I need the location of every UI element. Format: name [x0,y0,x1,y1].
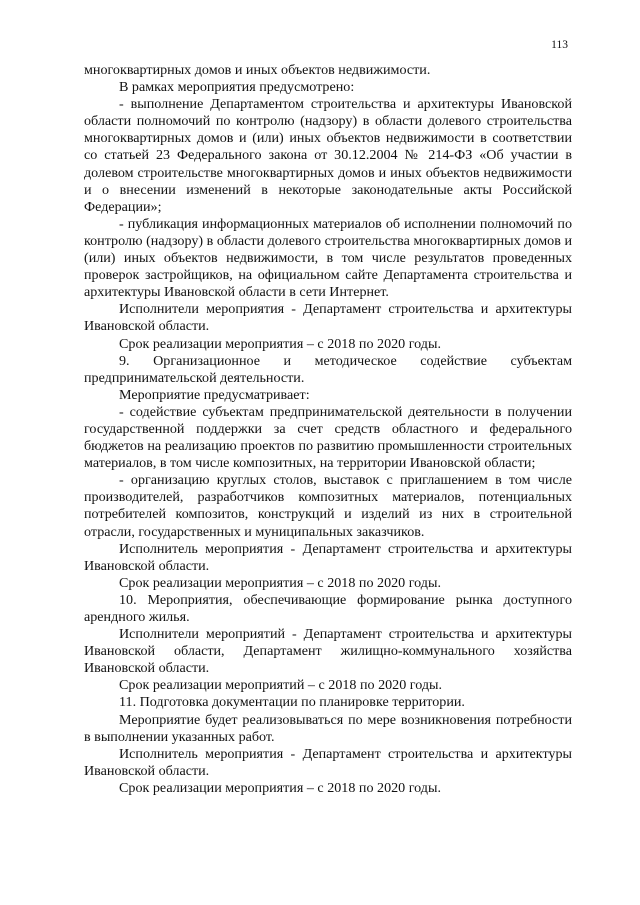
paragraph-executors: Исполнитель мероприятия - Департамент строительства и архитектуры Ивановской области. [84,745,572,779]
paragraph-section-heading: 10. Мероприятия, обеспечивающие формирование рынка доступного арендного жилья. [84,591,572,625]
paragraph: Мероприятие предусматривает: [119,386,310,403]
paragraph-list-item: - содействие субъектам предпринимательской деятельности в получении государственной поддержки за счет средств областного и федерального бюджетов на реализацию проектов по развитию промышленности строительных материалов, в том числе композитных, на территории Ивановской области; [84,403,572,472]
paragraph-section-heading: 9. Организационное и методическое содействие субъектам предпринимательской деятельности. [84,352,572,386]
paragraph-continuation: многоквартирных домов и иных объектов недвижимости. [84,62,431,78]
paragraph: Мероприятие будет реализовываться по мере возникновения потребности в выполнении указанных работ. [84,711,572,745]
paragraph-deadline: Срок реализации мероприятия – с 2018 по 2020 годы. [119,779,441,796]
paragraph-deadline: Срок реализации мероприятия – с 2018 по 2020 годы. [119,335,441,352]
paragraph-executors: Исполнители мероприятия - Департамент строительства и архитектуры Ивановской области. [84,301,572,335]
paragraph-deadline: Срок реализации мероприятий – с 2018 по 2020 годы. [119,677,443,694]
document-body [84,62,572,797]
paragraph-list-item: - выполнение Департаментом строительства и архитектуры Ивановской области полномочий по контролю (надзору) в области долевого строительства многоквартирных домов и (или) иных объектов недвижимости в соответствии со статьей 23 Федерального закона от 30.12.2004 № 214-ФЗ «Об участии в долевом строительстве многоквартирных домов и иных объектов недвижимости и о внесении изменений в некоторые законодательные акты Российской Федерации»; [84,96,572,215]
paragraph-executors: Исполнитель мероприятия - Департамент строительства и архитектуры Ивановской области. [84,540,572,574]
paragraph-list-item: - организацию круглых столов, выставок с приглашением в том числе производителей, разработчиков композитных материалов, потенциальных потребителей композитов, конструкций и изделий из них в строительной отрасли, государственных и муниципальных заказчиков. [84,472,572,540]
paragraph: В рамках мероприятия предусмотрено: [119,79,355,96]
paragraph-executors: Исполнители мероприятий - Департамент строительства и архитектуры Ивановской области, Департамент жилищно-коммунального хозяйства Ивановской области. [84,626,572,677]
paragraph-section-heading: 11. Подготовка документации по планировке территории. [119,694,465,711]
paragraph-deadline: Срок реализации мероприятия – с 2018 по 2020 годы. [119,574,441,591]
paragraph-list-item: - публикация информационных материалов об исполнении полномочий по контролю (надзору) в области долевого строительства многоквартирных домов и (или) иных объектов недвижимости, в том числе результатов проведенных проверок застройщиков, на официальном сайте Департамента строительства и архитектуры Ивановской области в сети Интернет. [84,215,572,301]
page-number: 113 [551,39,568,51]
